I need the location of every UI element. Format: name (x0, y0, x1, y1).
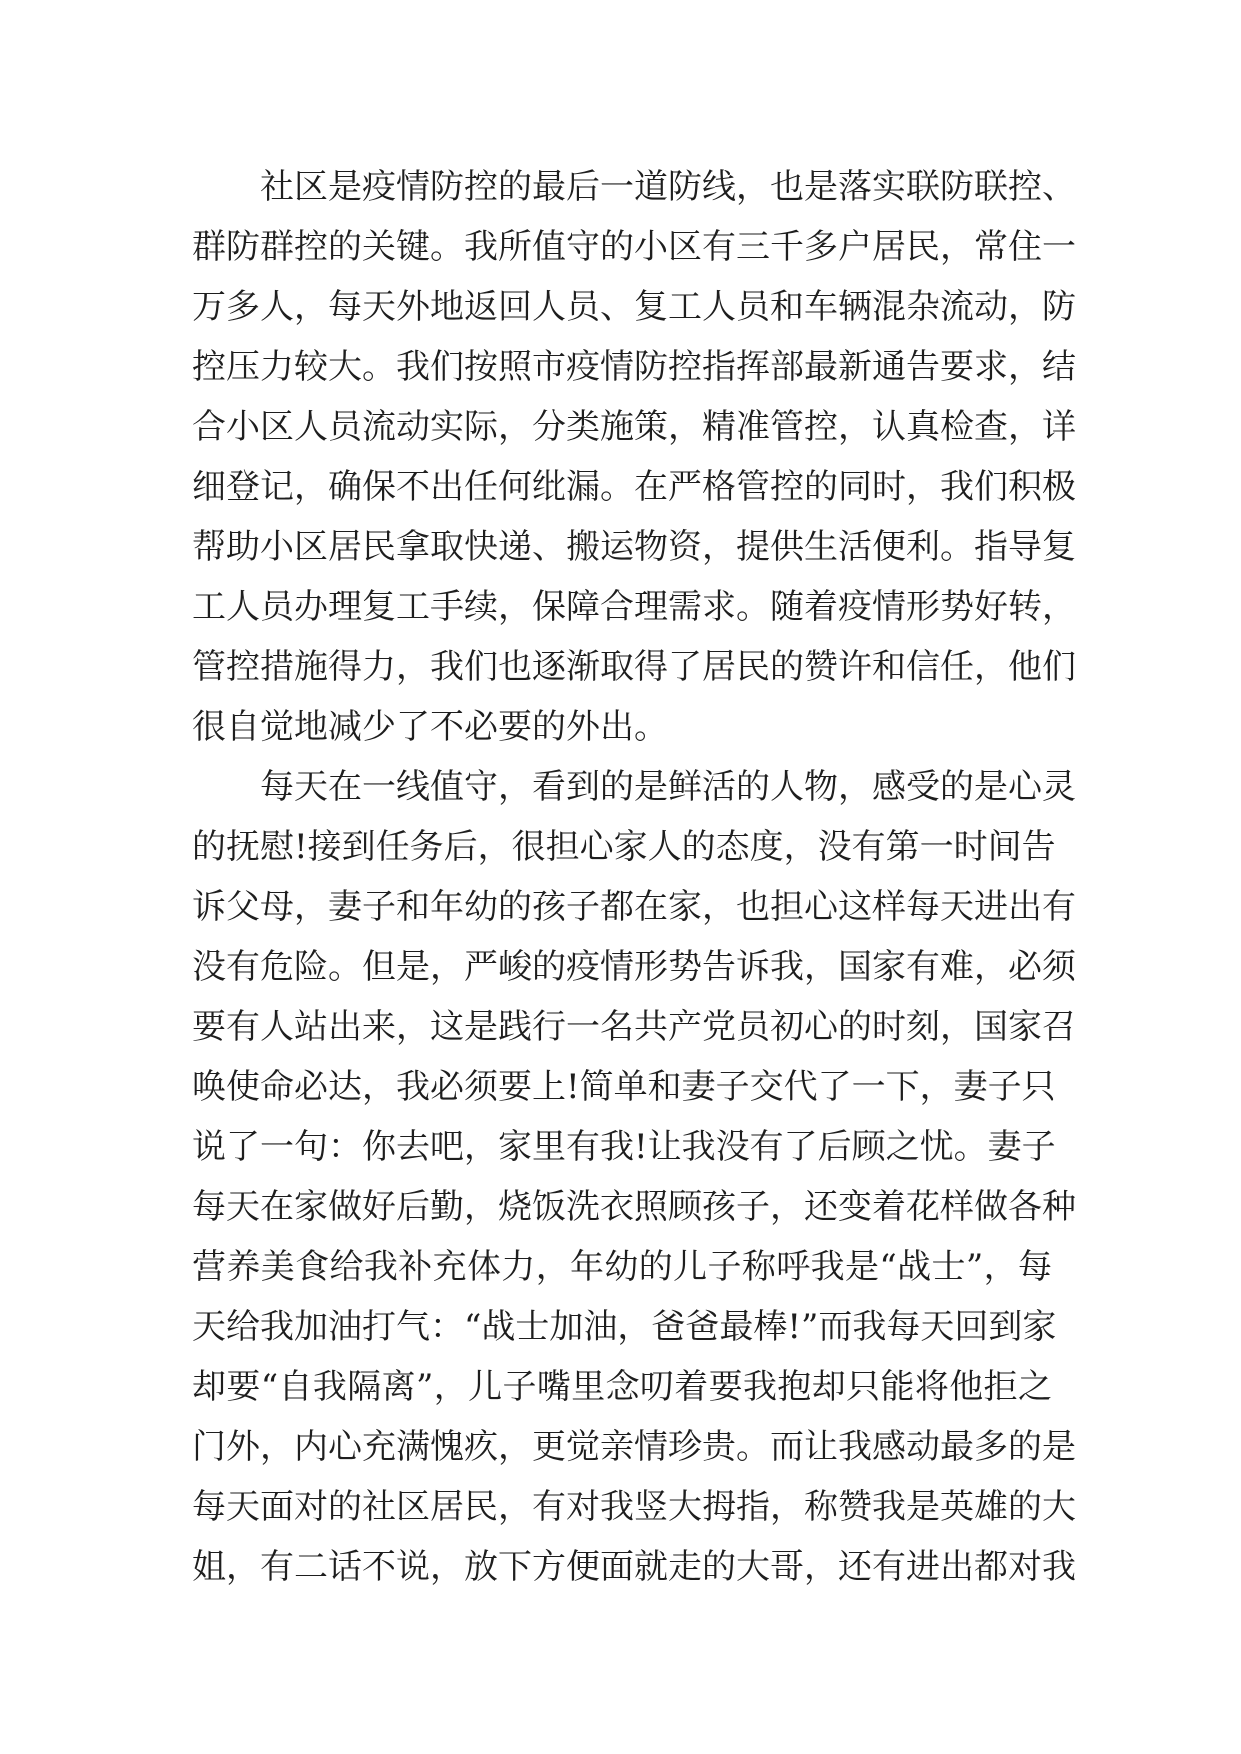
text-line: 每天面对的社区居民，有对我竖大拇指，称赞我是英雄的大 (192, 1487, 1076, 1527)
text-line: 社区是疫情防控的最后一道防线，也是落实联防联控、 (260, 167, 1076, 207)
text-line: 的抚慰!接到任务后，很担心家人的态度，没有第一时间告 (192, 827, 1056, 867)
text-line: 合小区人员流动实际，分类施策，精准管控，认真检查，详 (192, 407, 1076, 447)
text-line: 姐，有二话不说，放下方便面就走的大哥，还有进出都对我 (192, 1547, 1076, 1587)
text-line: 却要“自我隔离”，儿子嘴里念叨着要我抱却只能将他拒之 (192, 1367, 1052, 1407)
text-line: 群防群控的关键。我所值守的小区有三千多户居民，常住一 (192, 227, 1076, 267)
text-line: 控压力较大。我们按照市疫情防控指挥部最新通告要求，结 (192, 347, 1076, 387)
text-line: 每天在一线值守，看到的是鲜活的人物，感受的是心灵 (260, 767, 1076, 807)
text-line: 唤使命必达，我必须要上!简单和妻子交代了一下，妻子只 (192, 1067, 1056, 1107)
text-line: 工人员办理复工手续，保障合理需求。随着疫情形势好转， (192, 587, 1076, 627)
text-line: 万多人，每天外地返回人员、复工人员和车辆混杂流动，防 (192, 287, 1076, 327)
text-line: 很自觉地减少了不必要的外出。 (192, 707, 668, 747)
text-line: 天给我加油打气：“战士加油，爸爸最棒!”而我每天回到家 (192, 1307, 1057, 1347)
text-line: 营养美食给我补充体力，年幼的儿子称呼我是“战士”，每 (192, 1247, 1052, 1287)
text-line: 帮助小区居民拿取快递、搬运物资，提供生活便利。指导复 (192, 527, 1076, 567)
paragraph-2 (192, 757, 1076, 1597)
document-body (192, 157, 1076, 1597)
paragraph-1 (192, 157, 1076, 757)
text-line: 没有危险。但是，严峻的疫情形势告诉我，国家有难，必须 (192, 947, 1076, 987)
text-line: 管控措施得力，我们也逐渐取得了居民的赞许和信任，他们 (192, 647, 1076, 687)
text-line: 细登记，确保不出任何纰漏。在严格管控的同时，我们积极 (192, 467, 1076, 507)
text-line: 门外，内心充满愧疚，更觉亲情珍贵。而让我感动最多的是 (192, 1427, 1076, 1467)
text-line: 说了一句：你去吧，家里有我!让我没有了后顾之忧。妻子 (192, 1127, 1056, 1167)
text-line: 诉父母，妻子和年幼的孩子都在家，也担心这样每天进出有 (192, 887, 1076, 927)
text-line: 要有人站出来，这是践行一名共产党员初心的时刻，国家召 (192, 1007, 1076, 1047)
text-line: 每天在家做好后勤，烧饭洗衣照顾孩子，还变着花样做各种 (192, 1187, 1076, 1227)
